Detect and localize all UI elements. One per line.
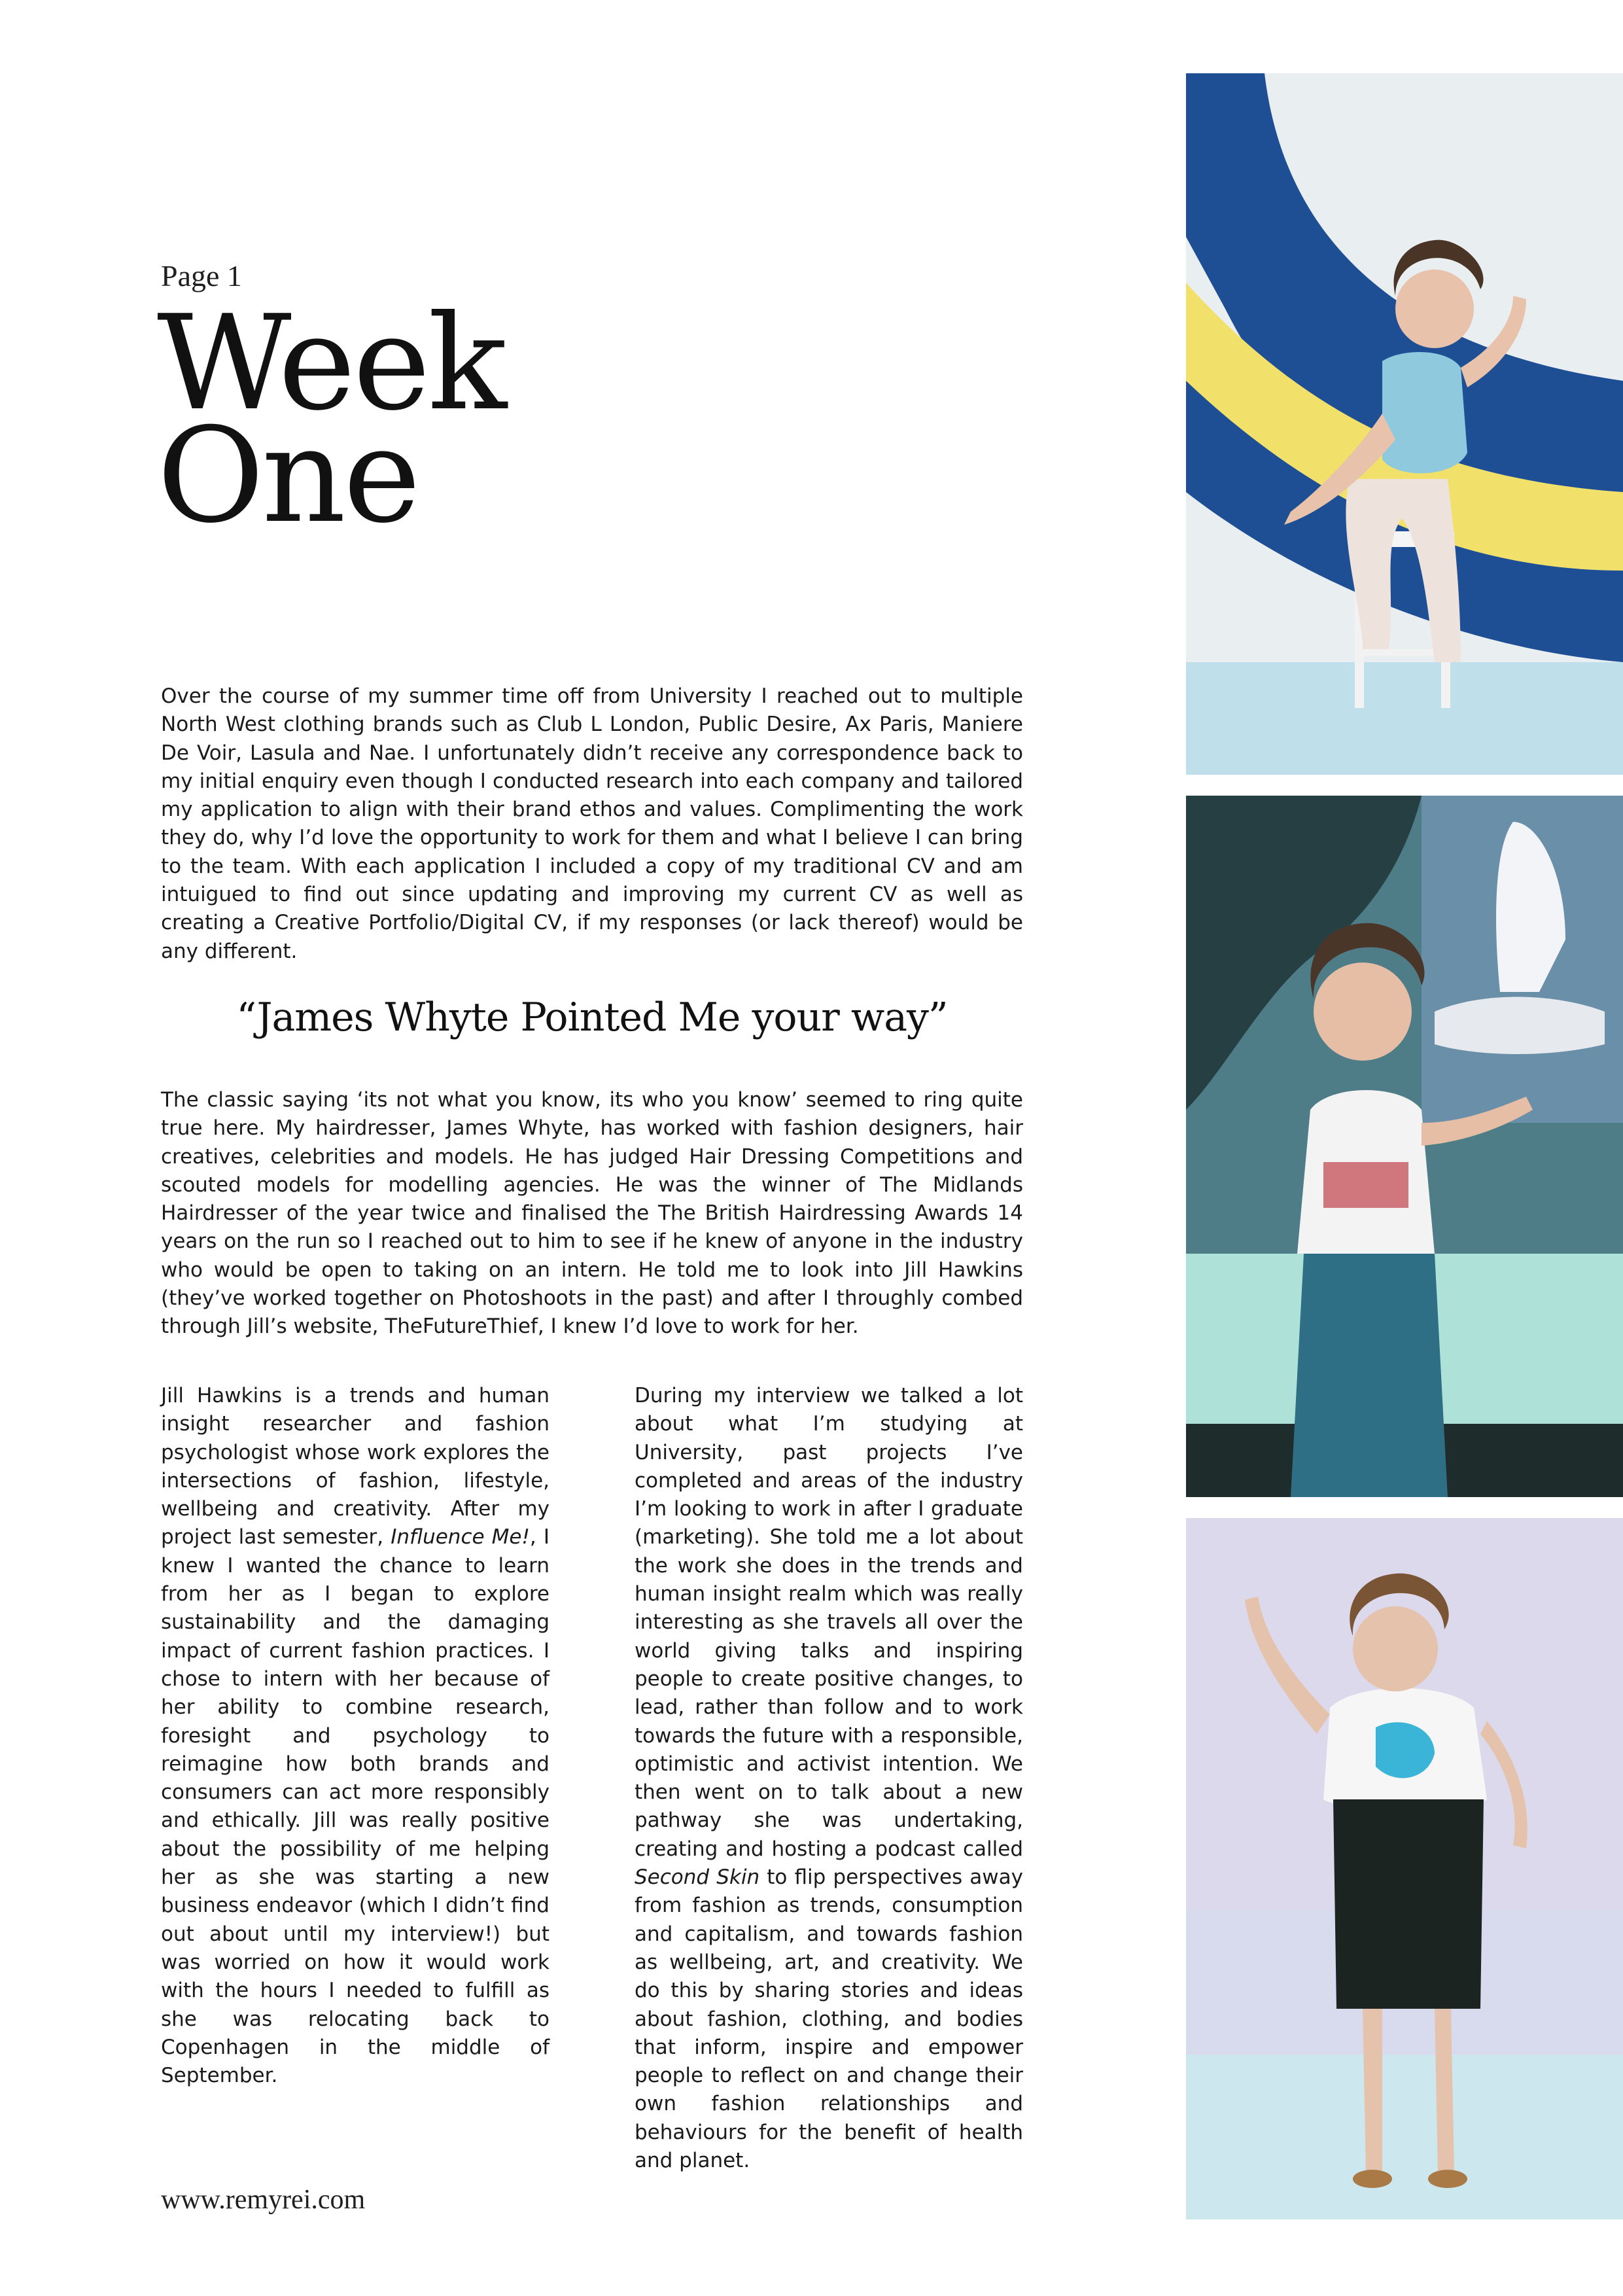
right-column-text-2: to flip perspectives away from fashion as trends, consumption and capitalism, and towards fashion as wellbeing, art, and creativity. We do this by sharing stories and ideas about fashion, clothing, and bodies that inform, inspire and empower people to reflect on and change their own fashion relationships and behaviours for the benefit of health and planet. (635, 1865, 1023, 2173)
left-column-text-2: , I knew I wanted the chance to learn from her as I began to explore sustainability and the damaging impact of current fashion practices. I chose to intern with her because of her ability to combine research, foresight and psychology to reimagine how both brands and consumers can act more responsibly and ethically. Jill was really positive about the possibility of me helping her as she was starting a new business endeavor (which I didn’t find out about until my interview!) but was worried on how it would work with the hours I needed to fulfill as she was relocating back to Copenhagen in the middle of September. (161, 1525, 550, 2088)
photo-posing-portrait (1186, 1518, 1623, 2219)
right-column-text-1: During my interview we talked a lot about what I’m studying at University, past projects I’ve completed and areas of the industry I’m looking to work in after I graduate (marketing). She told me a lot about the work she does in the trends and human insight realm which was really interesting as she travels all over the world giving talks and inspiring people to create positive changes, to lead, rather than follow and to work towards the future with a responsible, optimistic and activist intention. We then went on to talk about a new pathway she was undertaking, creating and hosting a podcast called (635, 1384, 1023, 1861)
story-paragraph: The classic saying ‘its not what you know, its who you know’ seemed to ring quite true here. My hairdresser, James Whyte, has worked with fashion designers, hair creatives, celebrities and models. He has judged Hair Dressing Competitions and scouted models for modelling agencies. He was the winner of The Midlands Hairdresser of the year twice and finalised the The British Hairdressing Awards 14 years on the run so I reached out to him to see if he knew of anyone in the industry who would be open to taking on an intern. He told me to look into Jill Hawkins (they’ve worked together on Photoshoots in the past) and after I throughly combed through Jill’s website, TheFutureThief, I knew I’d love to work for her. (161, 1088, 1023, 1339)
title-line-2: One (157, 400, 419, 552)
page-label: Page 1 (161, 259, 242, 292)
left-column-italic: Influence Me! (391, 1525, 530, 1549)
left-column-paragraph (161, 1382, 550, 2090)
intro-paragraph: Over the course of my summer time off from University I reached out to multiple North West clothing brands such as Club L London, Public Desire, Ax Paris, Maniere De Voir, Lasula and Nae. I unfortunately didn’t receive any correspondence back to my initial enquiry even though I conducted research into each company and tailored my application to align with their brand ethos and values. Complimenting the work they do, why I’d love the opportunity to work for them and what I believe I can bring to the team. With each application I included a copy of my traditional CV and am intuigued to find out since updating and improving my current CV as well as creating a Creative Portfolio/Digital CV, if my responses (or lack thereof) would be any different. (161, 684, 1023, 963)
page-title (157, 287, 746, 552)
pull-quote: “James Whyte Pointed Me your way” (236, 995, 948, 1040)
photo-seated-portrait (1186, 73, 1623, 775)
title-line-1: Week (157, 287, 505, 440)
left-column-text-1: Jill Hawkins is a trends and human insight researcher and fashion psychologist whose work explores the intersections of fashion, lifestyle, wellbeing and creativity. After my project last semester, (161, 1384, 550, 1549)
website-footer: www.remyrei.com (161, 2185, 366, 2215)
right-column-italic: Second Skin (635, 1865, 760, 1890)
right-column-paragraph (635, 1382, 1023, 2175)
photo-stage-speaker (1186, 796, 1623, 1497)
